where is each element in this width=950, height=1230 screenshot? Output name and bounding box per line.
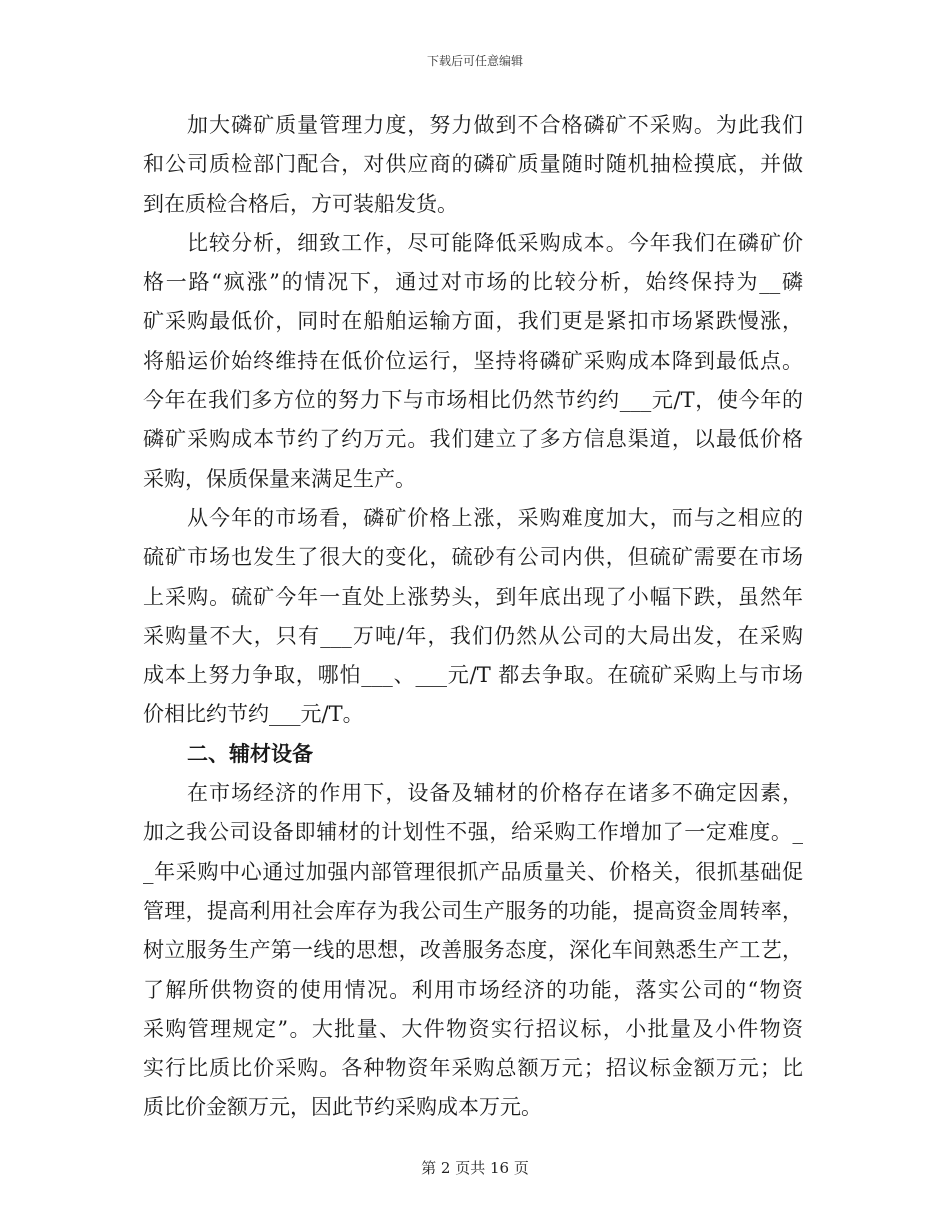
text-line: 管理，提高利用社会库存为我公司生产服务的功能，提高资金周转率， <box>143 898 803 923</box>
text-line: 加大磷矿质量管理力度，努力做到不合格磷矿不采购。为此我们 <box>187 113 803 137</box>
page-header: 下载后可任意编辑 <box>426 54 523 68</box>
text-line: 价相比约节约___元/T。 <box>143 702 364 727</box>
text-line: 磷矿采购成本节约了约万元。我们建立了多方信息渠道，以最低价格 <box>143 427 803 452</box>
text-line: 硫矿市场也发生了很大的变化，硫砂有公司内供，但硫矿需要在市场 <box>143 545 803 570</box>
text-line: 在市场经济的作用下，设备及辅材的价格存在诸多不确定因素， <box>187 781 803 806</box>
text-line: 采购量不大，只有___万吨/年，我们仍然从公司的大局出发，在采购 <box>143 623 803 648</box>
text-line: 将船运价始终维持在低价位运行，坚持将磷矿采购成本降到最低点。 <box>143 348 803 373</box>
text-line: 树立服务生产第一线的思想，改善服务态度，深化车间熟悉生产工艺， <box>143 938 803 963</box>
document-body <box>143 106 803 1128</box>
text-line: 矿采购最低价，同时在船舶运输方面，我们更是紧扣市场紧跌慢涨， <box>143 309 803 334</box>
text-line: 到在质检合格后，方可装船发货。 <box>143 191 458 216</box>
text-line: 今年在我们多方位的努力下与市场相比仍然节约约___元/T，使今年的 <box>143 388 803 413</box>
section-heading: 二、辅材设备 <box>187 741 313 766</box>
text-line: 了解所供物资的使用情况。利用市场经济的功能，落实公司的“物资 <box>143 977 803 1002</box>
text-line: 上采购。硫矿今年一直处上涨势头，到年底出现了小幅下跌，虽然年 <box>143 584 803 609</box>
text-line: 质比价金额万元，因此节约采购成本万元。 <box>143 1095 542 1120</box>
text-line: 采购管理规定”。大批量、大件物资实行招议标，小批量及小件物资 <box>143 1016 803 1041</box>
text-line: 实行比质比价采购。各种物资年采购总额万元；招议标金额万元；比 <box>143 1056 803 1081</box>
text-line: 采购，保质保量来满足生产。 <box>143 466 416 491</box>
text-line: 格一路“疯涨”的情况下，通过对市场的比较分析，始终保持为__磷 <box>143 270 803 295</box>
text-line: _年采购中心通过加强内部管理很抓产品质量关、价格关，很抓基础促 <box>143 859 803 884</box>
text-line: 和公司质检部门配合，对供应商的磷矿质量随时随机抽检摸底，并做 <box>143 152 803 177</box>
text-line: 加之我公司设备即辅材的计划性不强，给采购工作增加了一定难度。_ <box>143 820 803 845</box>
text-line: 比较分析，细致工作，尽可能降低采购成本。今年我们在磷矿价 <box>187 230 803 255</box>
text-line: 成本上努力争取，哪怕___、___元/T 都去争取。在硫矿采购上与市场 <box>143 663 803 688</box>
page-footer: 第 2 页共 16 页 <box>421 1159 529 1177</box>
text-line: 从今年的市场看，磷矿价格上涨，采购难度加大，而与之相应的 <box>187 505 803 530</box>
